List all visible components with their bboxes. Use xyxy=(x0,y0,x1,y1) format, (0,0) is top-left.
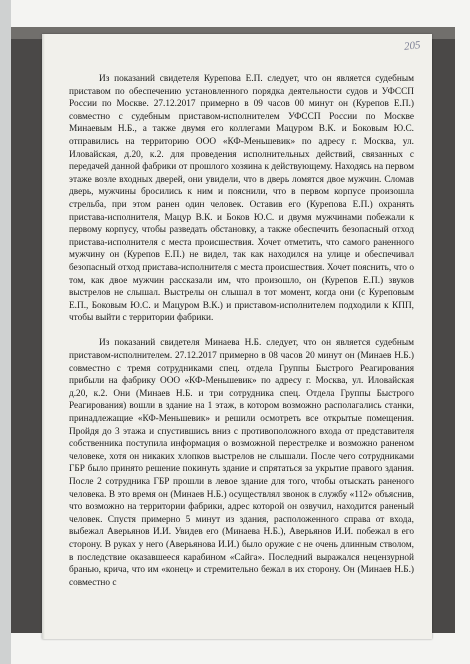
document-body xyxy=(69,73,414,589)
scanner-edge xyxy=(0,0,11,664)
handwritten-page-number: 205 xyxy=(402,39,421,53)
paragraph-kurepov-testimony: Из показаний свидетеля Курепова Е.П. следует, что он является судебным приставом по обеспечению установленного порядка деятельности судов и УФССП России по Москве. 27.12.2017 примерно в 09 часов 00 минут он (Курепов Е.П.) совместно с судебным приставом-исполнителем УФССП России по Москве Минаевым Н.Б., а также двумя его коллегами Мацуром В.К. и Боковым Ю.С. отправились на территорию ООО «КФ-Меньшевик» по адресу г. Москва, ул. Иловайская, д.20, к.2. для проведения исполнительных действий, связанных с передачей данной фабрики от прошлого хозяина к действующему. Находясь на первом этаже возле входных дверей, они увидели, что в дверь ломятся двое мужчин. Сломав дверь, мужчины бросились к ним и пояснили, что в первом корпусе произошла стрельба, при этом ранен один человек. Оставив его (Курепова Е.П.) охранять пристава-исполнителя, Мацур В.К. и Боков Ю.С. и двумя мужчинами побежали к первому корпусу, чтобы разведать обстановку, а также обеспечить безопасный отход пристава-исполнителя с места происшествия. Хочет отметить, что самого раненного мужчину он (Курепов Е.П.) не видел, так как находился на улице и обеспечивал безопасный отход пристава-исполнителя с места происшествия. Хочет пояснить, что о том, как двое мужчин рассказали им, что произошло, он (Курепов Е.П.) звуков выстрелов не слышал. Выстрелы он слышал в тот момент, когда они (с Куреповым Е.П., Боковым Ю.С. и Мацуром В.К.) и приставом-исполнителем подходили к КПП, чтобы выйти с территории фабрики. xyxy=(69,74,414,324)
page-fold-shadow xyxy=(42,34,45,639)
paragraph-minaev-testimony: Из показаний свидетеля Минаева Н.Б. следует, что он является судебным приставом-исполнителем. 27.12.2017 примерно в 08 часов 20 минут он (Минаев Н.Б.) совместно с тремя сотрудниками спец. отдела Группы Быстрого Реагирования прибыли на фабрику ООО «КФ-Меньшевик» по адресу г. Москва, ул. Иловайская д.20, к.2. Они (Минаев Н.Б. и три сотрудника спец. Отдела Группы Быстрого Реагирования) вошли в здание на 1 этаж, в котором возможно располагались станки, принадлежащие «КФ-Меньшевик» и решили осмотреть все открытые помещения. Пройдя до 3 этажа и спустившись вниз с противоположного входа от представителя собственника поступила информация о возможной перестрелке и возможно раненом человеке, хотя он никаких хлопков выстрелов не слышали. После чего сотрудниками ГБР было принято решение покинуть здание и спрятаться за укрытие правого здания. После 2 сотрудника ГБР прошли в левое здание для того, чтобы отыскать раненого человека. В это время он (Минаев Н.Б.) осуществлял звонок в службу «112» объяснив, что возможно на территории фабрики, адрес которой он озвучил, находится раненый человек. Спустя примерно 5 минут из здания, расположенного справа от входа, выбежал Аверьянов И.И. Увидев его (Минаева Н.Б.), Аверьянов И.И. побежал в его сторону. В руках у него (Аверьянова И.И.) было оружие с не очень длинным стволом, в последствие оказавшееся карабином «Сайга». Последний выражался нецензурной бранью, крича, что им «конец» и стремительно бежал в их сторону. Он (Минаев Н.Б.) совместно с xyxy=(69,338,414,588)
document-page xyxy=(42,34,432,639)
